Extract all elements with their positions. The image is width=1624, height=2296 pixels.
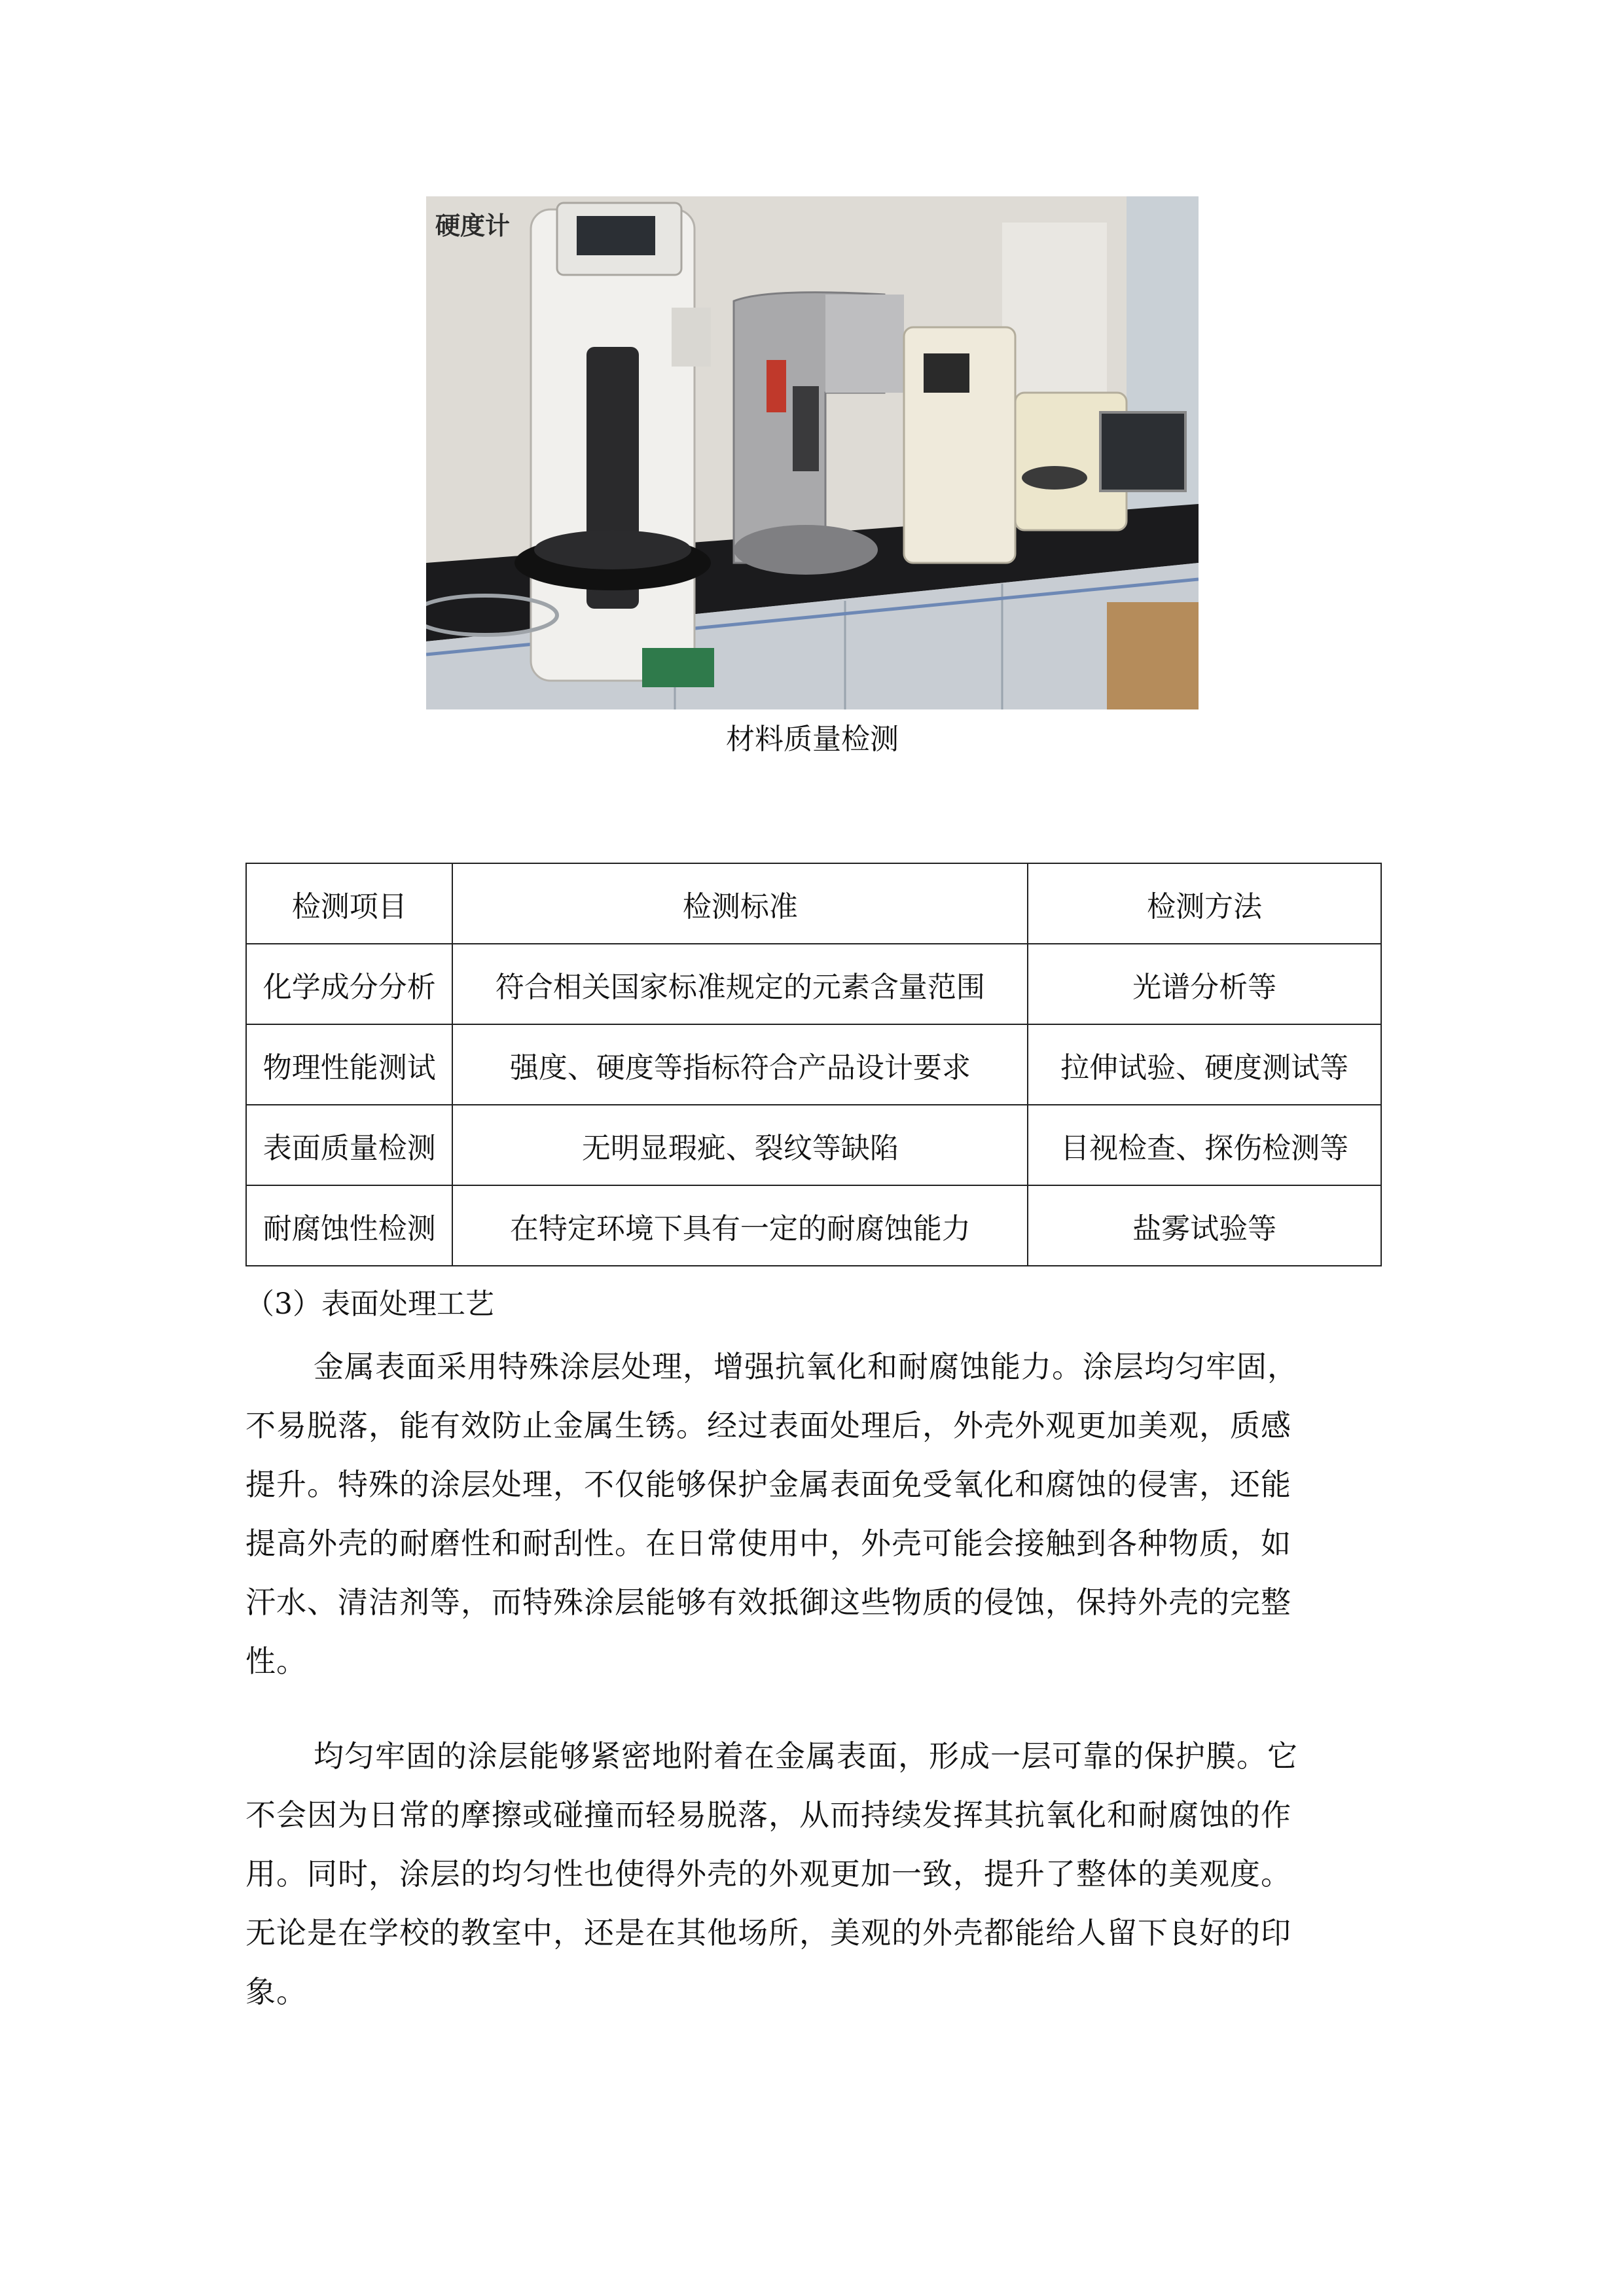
table-row: [246, 944, 1381, 1024]
table-cell: 化学成分分析: [246, 944, 452, 1024]
paragraph-line: 用。同时，涂层的均匀性也使得外壳的外观更加一致，提升了整体的美观度。: [245, 1856, 1291, 1892]
table-cell: 盐雾试验等: [1028, 1185, 1381, 1266]
paragraph-line: 汗水、清洁剂等，而特殊涂层能够有效抵御这些物质的侵蚀，保持外壳的完整: [245, 1585, 1291, 1620]
photo-label: 硬度计: [435, 211, 511, 240]
lab-photo: [426, 196, 1199, 709]
table-header-cell: 检测标准: [452, 863, 1028, 944]
table-cell: 表面质量检测: [246, 1105, 452, 1185]
paragraph-line: 性。: [245, 1643, 307, 1679]
section-heading: （3）表面处理工艺: [245, 1287, 494, 1321]
table-cell: 无明显瑕疵、裂纹等缺陷: [452, 1105, 1028, 1185]
table-cell: 物理性能测试: [246, 1024, 452, 1105]
table-cell: 耐腐蚀性检测: [246, 1185, 452, 1266]
table-header-cell: 检测项目: [246, 863, 452, 944]
table-row: [246, 1185, 1381, 1266]
paragraph-line: 不易脱落，能有效防止金属生锈。经过表面处理后，外壳外观更加美观，质感: [245, 1408, 1291, 1443]
table-row: [246, 1024, 1381, 1105]
table-cell: 符合相关国家标准规定的元素含量范围: [452, 944, 1028, 1024]
paragraph-line: 均匀牢固的涂层能够紧密地附着在金属表面，形成一层可靠的保护膜。它: [314, 1738, 1298, 1774]
table-header-cell: 检测方法: [1028, 863, 1381, 944]
paragraph: [245, 1727, 1382, 2021]
table-cell: 目视检查、探伤检测等: [1028, 1105, 1381, 1185]
paragraph-line: 金属表面采用特殊涂层处理，增强抗氧化和耐腐蚀能力。涂层均匀牢固，: [314, 1349, 1298, 1384]
paragraph-line: 提升。特殊的涂层处理，不仅能够保护金属表面免受氧化和腐蚀的侵害，还能: [245, 1467, 1291, 1502]
table-row: [246, 1105, 1381, 1185]
hardness-tester-illustration: [426, 196, 1199, 709]
paragraph-line: 象。: [245, 1974, 307, 2009]
table-cell: 光谱分析等: [1028, 944, 1381, 1024]
paragraph-line: 无论是在学校的教室中，还是在其他场所，美观的外壳都能给人留下良好的印: [245, 1915, 1291, 1950]
table-cell: 强度、硬度等指标符合产品设计要求: [452, 1024, 1028, 1105]
paragraph-line: 不会因为日常的摩擦或碰撞而轻易脱落，从而持续发挥其抗氧化和耐腐蚀的作: [245, 1797, 1291, 1833]
table-cell: 拉伸试验、硬度测试等: [1028, 1024, 1381, 1105]
figure-caption: 材料质量检测: [726, 723, 899, 756]
inspection-table: [245, 863, 1382, 1266]
paragraph-line: 提高外壳的耐磨性和耐刮性。在日常使用中，外壳可能会接触到各种物质，如: [245, 1526, 1291, 1561]
table-header-row: [246, 863, 1381, 944]
paragraph: [245, 1337, 1382, 1691]
table-cell: 在特定环境下具有一定的耐腐蚀能力: [452, 1185, 1028, 1266]
